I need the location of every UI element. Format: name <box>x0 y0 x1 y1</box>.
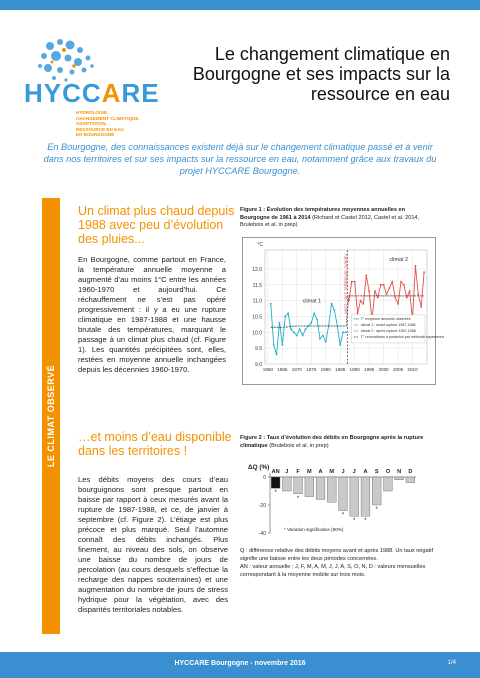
category-label: J <box>285 469 289 475</box>
category-label: D <box>408 469 413 475</box>
data-point <box>403 284 405 286</box>
figure2-notes <box>240 548 440 579</box>
x-tick-label: 1960 <box>262 367 274 372</box>
bar <box>282 477 291 491</box>
bar <box>406 477 415 483</box>
category-label: J <box>352 469 356 475</box>
data-point <box>302 335 304 337</box>
data-point <box>334 309 336 311</box>
intro-paragraph: En Bourgogne, des connaissances existent déjà sur le changement climatique passé et à venir dans nos territoires et sur ses impacts sur la ressource en eau, notamment grâce aux travaux du projet HYCCARE Bourgogne. <box>43 142 437 176</box>
data-point <box>380 284 382 286</box>
category-label: J <box>341 469 345 475</box>
data-point <box>339 344 341 346</box>
data-point <box>276 354 278 356</box>
data-point <box>377 297 379 299</box>
data-point <box>281 344 283 346</box>
category-label: AN <box>271 469 280 475</box>
data-point <box>284 316 286 318</box>
logo-wordmark: HYCCARE <box>24 78 160 108</box>
y-tick-label: 10.0 <box>252 330 262 337</box>
category-label: O <box>385 469 391 475</box>
section1-title: Un climat plus chaud depuis 1988 avec peu d’évolution des pluies... <box>78 204 235 246</box>
bar <box>361 477 370 516</box>
bar <box>350 477 359 516</box>
page-number: 1/4 <box>447 660 456 666</box>
data-point <box>386 293 388 295</box>
figure2-note-q: Q : différence relative des débits moyens avant et après 1988. Un taux négatif signifie une baisse entre les deux périodes concernées. <box>240 548 433 562</box>
temperature-chart <box>243 238 445 384</box>
data-point <box>383 284 385 286</box>
data-point <box>345 331 347 333</box>
data-point <box>325 341 327 343</box>
y-tick-label: 0 <box>263 475 266 481</box>
y-tick-label: 9.5 <box>255 346 262 353</box>
figure2-note-an: AN : valeur annuelle ; J, F, M, A, M, J, J, A, S, O, N, D : valeurs mensuelles correspondant à la moyenne mobile sur trois mois. <box>240 564 426 578</box>
data-point <box>388 287 390 289</box>
figure2-caption: Figure 2 : Taux d’évolution des débits en Bourgogne après la rupture climatique (Brulebois et al. in prep) <box>240 435 424 449</box>
figure1-chart <box>242 237 445 385</box>
y-tick-label: -20 <box>258 503 266 509</box>
data-point <box>394 297 396 299</box>
data-point <box>273 344 275 346</box>
data-point <box>354 281 356 283</box>
data-point <box>423 271 425 273</box>
data-point <box>365 274 367 276</box>
data-point <box>409 290 411 292</box>
category-label: M <box>329 469 335 475</box>
y-tick-label: 9.0 <box>255 362 262 368</box>
data-point <box>362 303 364 305</box>
section2-body: Les débits moyens des cours d’eau bourguignons sont presque partout en baisse par rapport à ceux mesurés avant la rupture de 1987-1988, et ce, de janvier à septembre (cf. Figure 2). L’étiage est plus précoce et plus marqué. Seul l’automne connaît des débits inchangés. Plus finement, au niveau des sols, on observe une baisse du nombre de jours de percolation (au cours desquels s’effectue la recharge des nappes souterraines) et une augmentation du nombre de jours de stress hydrique pour la végétation, avec des disparités territoriales notables. <box>78 475 228 614</box>
y-tick-label: 12.0 <box>252 267 262 273</box>
data-point <box>357 312 359 314</box>
data-point <box>400 281 402 283</box>
x-tick-label: 1980 <box>320 367 331 372</box>
y-tick-label: 10.5 <box>252 314 262 321</box>
section2-title: …et moins d’eau disponible dans les territoires ! <box>78 430 232 458</box>
legend-entry: T° moyenne annuelle observée <box>360 316 411 321</box>
legend-entry: T° reconstituée à posteriori par méthode bayésienne <box>360 334 445 339</box>
section1-body: En Bourgogne, comme partout en France, la température annuelle moyenne a augmenté d’au moins 1°C entre les années 1960-1970 et aujourd’hui. Ce réchauffement ne s’est pas opéré progressivement : il y a eu une rupture climatique en 1987-1988 et une hausse brutale des températures, marquant le passage à un climat plus chaud (cf. Figure 1). Les quantités précipitées sont, elles, restées en moyenne annuelle inchangées depuis les décennies 1960-1970. <box>78 255 226 374</box>
y-tick-label: 11.5 <box>252 282 262 289</box>
data-point <box>420 306 422 308</box>
data-point <box>391 281 393 283</box>
legend-entry: climat 1 : avant rupture 1987-1988 <box>360 322 416 327</box>
data-point <box>360 300 362 302</box>
category-label: N <box>397 469 402 475</box>
y-tick-label: -40 <box>258 531 266 537</box>
data-point <box>290 328 292 330</box>
significance-marker: * <box>375 507 378 513</box>
x-tick-label: 2010 <box>407 367 418 372</box>
category-label: M <box>306 469 312 475</box>
bar <box>316 477 325 499</box>
data-point <box>305 328 307 330</box>
y-axis-label: °C <box>257 242 263 248</box>
hyccare-logo <box>24 36 174 136</box>
significance-marker: * <box>353 518 356 525</box>
data-point <box>374 290 376 292</box>
data-point <box>331 303 333 305</box>
x-tick-label: 2000 <box>378 367 389 372</box>
sidebar-label: LE CLIMAT OBSERVÉ <box>46 364 56 468</box>
bar <box>327 477 336 502</box>
significance-marker: * <box>341 512 345 519</box>
y-tick-label: 11.0 <box>252 298 262 305</box>
x-tick-label: 1965 <box>277 367 288 372</box>
data-point <box>368 290 370 292</box>
legend-entry: * Variation significative (90%) <box>284 527 344 532</box>
category-label: F <box>296 469 300 475</box>
top-bar <box>0 0 480 10</box>
data-point <box>351 281 353 283</box>
logo-tagline: HYDROLOGIE, CHANGEMENT CLIMATIQUE, ADAPTATION, RESSOURCE EN EAU EN BOURGOGNE <box>76 110 140 138</box>
x-tick-label: 1975 <box>306 367 317 372</box>
data-point <box>319 338 321 340</box>
page-title: Le changement climatique en Bourgogne et ses impacts sur la ressource en eau <box>192 44 450 104</box>
category-label: A <box>363 469 368 475</box>
x-tick-label: 1985 <box>335 367 346 372</box>
significance-marker: * <box>274 490 277 497</box>
bar <box>271 477 280 488</box>
figure2-chart <box>244 461 434 539</box>
x-tick-label: 1995 <box>364 367 375 372</box>
data-point <box>406 297 408 299</box>
annotation-climat2: climat 2 <box>389 257 408 264</box>
footer-text: HYCCARE Bourgogne - novembre 2016 <box>174 660 306 667</box>
bar <box>395 477 404 480</box>
significance-marker: * <box>364 518 367 525</box>
data-point <box>296 335 298 337</box>
category-label: A <box>318 469 323 475</box>
significance-marker: * <box>296 495 300 502</box>
data-point <box>415 265 417 267</box>
data-point <box>397 303 399 305</box>
legend-entry: climat 2 : après rupture 1987-1988 <box>360 328 416 333</box>
data-point <box>293 331 295 333</box>
category-label: S <box>374 469 379 475</box>
x-tick-label: 1970 <box>291 367 302 372</box>
y-axis-label: ΔQ (%) <box>248 464 270 471</box>
bar <box>305 477 314 497</box>
bar <box>339 477 348 511</box>
data-point <box>417 293 419 295</box>
figure1-caption: Figure 1 : Évolution des températures moyennes annuelles en Bourgogne de 1961 à 2014 (Richard et Castel 2012, Castel et al. 2014, Brulebois et al. in prep) <box>240 207 420 229</box>
discharge-chart <box>244 461 434 539</box>
annotation-climat1: climat 1 <box>302 298 322 305</box>
data-point <box>310 322 312 324</box>
data-point <box>279 322 281 324</box>
data-point <box>270 303 272 305</box>
data-point <box>313 312 315 314</box>
rupture-annotation: rupture climatique 1987-1988 <box>343 254 349 314</box>
data-point <box>342 331 344 333</box>
x-tick-label: 2005 <box>392 367 404 372</box>
data-point <box>316 319 318 321</box>
x-tick-label: 1990 <box>349 367 360 372</box>
data-point <box>299 328 301 330</box>
data-point <box>287 312 289 314</box>
bar <box>372 477 381 505</box>
bar <box>294 477 303 494</box>
data-point <box>322 335 324 337</box>
bar <box>384 477 393 491</box>
